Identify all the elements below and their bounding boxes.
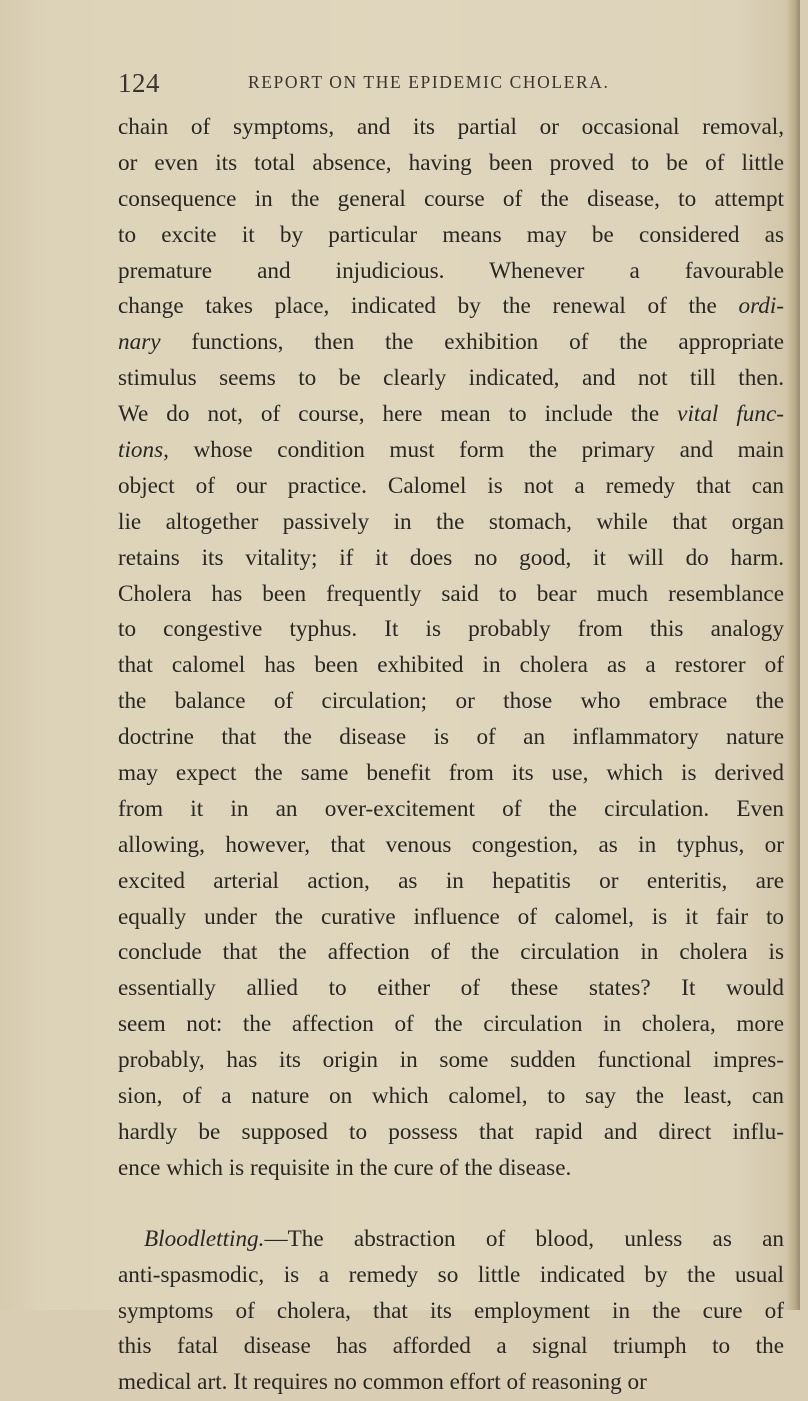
page-edge-shadow — [786, 0, 800, 1310]
paragraph-bloodletting — [118, 1222, 784, 1401]
text-line — [118, 505, 784, 541]
text-run: lie altogether passively in the stomach, while that organ — [118, 508, 784, 535]
text-line — [118, 289, 784, 325]
text-run: hardly be supposed to possess that rapid and direct influ- — [118, 1118, 784, 1145]
text-line — [118, 971, 784, 1007]
text-run: to excite it by particular means may be considered as — [118, 221, 784, 248]
text-line — [118, 361, 784, 397]
text-run: Cholera has been frequently said to bear much resemblance — [118, 580, 784, 607]
text-line — [118, 1294, 784, 1330]
text-line — [118, 1043, 784, 1079]
text-run: or even its total absence, having been proved to be of little — [118, 149, 784, 176]
text-run: stimulus seems to be clearly indicated, and not till then. — [118, 365, 784, 392]
text-run: may expect the same benefit from its use, which is derived — [118, 760, 784, 787]
text-line — [118, 1115, 784, 1151]
italic-text: Bloodletting. — [144, 1225, 265, 1252]
text-run: object of our practice. Calomel is not a remedy that can — [118, 472, 784, 499]
text-line — [118, 1151, 784, 1187]
text-line — [118, 684, 784, 720]
text-line — [118, 218, 784, 254]
text-line — [118, 146, 784, 182]
text-line — [118, 254, 784, 290]
italic-text: nary — [118, 329, 161, 356]
text-run: essentially allied to either of these states? It would — [118, 975, 784, 1002]
italic-text: tions, — [118, 437, 169, 464]
text-line — [118, 1222, 784, 1258]
paragraph-gap — [118, 1187, 784, 1222]
text-run: doctrine that the disease is of an inflammatory nature — [118, 724, 784, 751]
text-run: —The abstraction of blood, unless as an — [264, 1225, 784, 1252]
text-run: medical art. It requires no common effort of reasoning or — [118, 1369, 647, 1396]
text-line — [118, 864, 784, 900]
text-run: from it in an over-excitement of the circulation. Even — [118, 795, 784, 822]
text-line — [118, 828, 784, 864]
text-line — [118, 577, 784, 613]
text-line — [118, 325, 784, 361]
text-run: this fatal disease has afforded a signal triumph to the — [118, 1333, 784, 1360]
text-run: retains its vitality; if it does no good, it will do harm. — [118, 544, 784, 571]
text-run: seem not: the affection of the circulation in cholera, more — [118, 1011, 784, 1038]
text-line — [118, 1329, 784, 1365]
text-line — [118, 182, 784, 218]
text-line — [118, 1079, 784, 1115]
text-run: symptoms of cholera, that its employment in the cure of — [118, 1297, 784, 1324]
text-run: conclude that the affection of the circulation in cholera is — [118, 939, 784, 966]
text-run: consequence in the general course of the disease, to attempt — [118, 185, 784, 212]
text-run: ence which is requisite in the cure of the disease. — [118, 1154, 572, 1181]
text-run: probably, has its origin in some sudden functional impres- — [118, 1047, 784, 1074]
text-line — [118, 1365, 784, 1401]
page-number: 124 — [118, 68, 160, 98]
text-run: allowing, however, that venous congestion, as in typhus, or — [118, 831, 784, 858]
text-run: We do not, of course, here mean to include the — [118, 401, 678, 428]
text-line — [118, 541, 784, 577]
text-run: change takes place, indicated by the renewal of the — [118, 293, 739, 320]
text-line — [118, 720, 784, 756]
text-line — [118, 1258, 784, 1294]
text-line — [118, 756, 784, 792]
text-run: anti-spasmodic, is a remedy so little indicated by the usual — [118, 1261, 784, 1288]
text-run: chain of symptoms, and its partial or occasional removal, — [118, 114, 784, 140]
text-run: excited arterial action, as in hepatitis or enteritis, are — [118, 867, 784, 894]
text-run: the balance of circulation; or those who embrace the — [118, 688, 784, 715]
text-run: sion, of a nature on which calomel, to say the least, can — [118, 1083, 784, 1110]
text-line — [118, 612, 784, 648]
text-line — [118, 900, 784, 936]
text-line — [118, 648, 784, 684]
text-line — [118, 433, 784, 469]
italic-text: vital func- — [677, 401, 784, 428]
paragraph-calomel — [118, 110, 784, 1187]
text-run: equally under the curative influence of calomel, is it fair to — [118, 903, 784, 930]
running-head: REPORT ON THE EPIDEMIC CHOLERA. — [248, 72, 610, 92]
text-run: to congestive typhus. It is probably from this analogy — [118, 616, 784, 643]
text-line — [118, 1007, 784, 1043]
text-run: premature and injudicious. Whenever a favourable — [118, 257, 784, 284]
text-run: functions, then the exhibition of the appropriate — [160, 329, 784, 356]
text-line — [118, 110, 784, 146]
text-run: that calomel has been exhibited in cholera as a restorer of — [118, 652, 784, 679]
italic-text: ordi- — [738, 293, 784, 320]
text-line — [118, 469, 784, 505]
text-run: whose condition must form the primary and main — [168, 437, 784, 464]
text-line — [118, 792, 784, 828]
body-text — [118, 110, 784, 1401]
text-line — [118, 397, 784, 433]
text-line — [118, 935, 784, 971]
page-header — [118, 68, 808, 102]
